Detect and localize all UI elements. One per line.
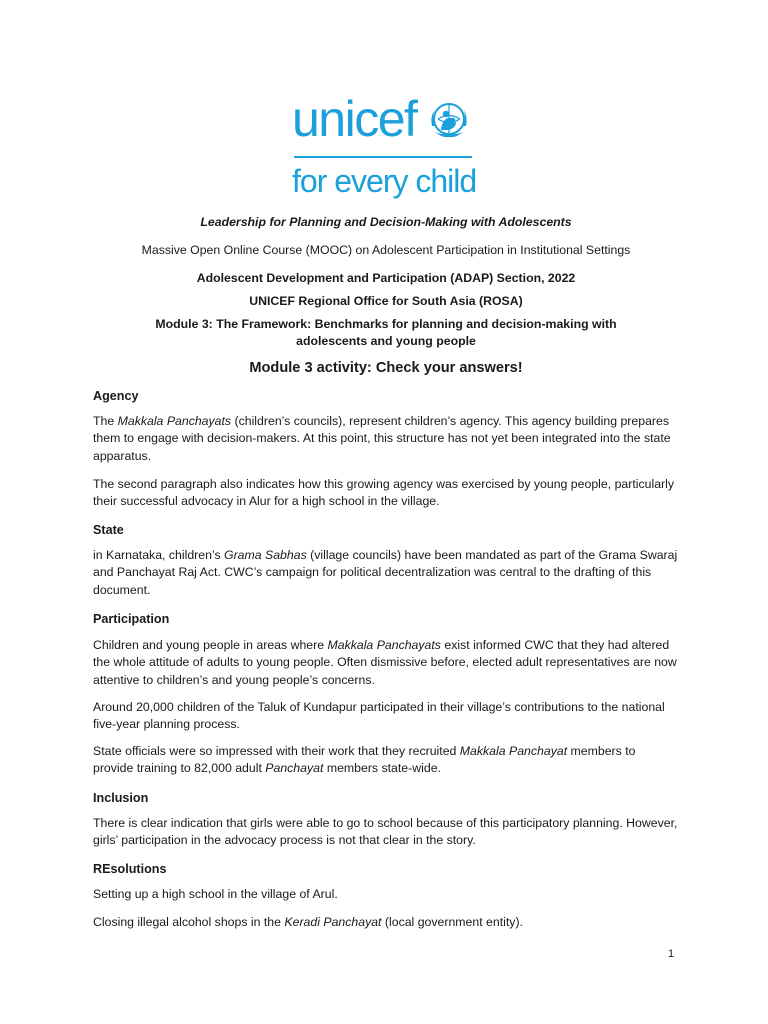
participation-paragraph-2: Around 20,000 children of the Taluk of Kundapur participated in their village’s contributions to the national five-year planning process. xyxy=(93,700,665,732)
activity-title: Module 3 activity: Check your answers! xyxy=(249,360,523,376)
state-paragraph-1 xyxy=(93,547,678,599)
emphasis-run: Makkala Panchayat xyxy=(459,744,568,758)
emphasis-run: Keradi Panchayat xyxy=(284,915,382,929)
text-run: The xyxy=(93,414,118,428)
logo-tagline: for every child xyxy=(292,163,477,199)
logo-wordmark: unicef xyxy=(292,91,417,147)
text-run: exist informed CWC that they had altered the whole attitude of adults to young people. Often dismissive before, elected adult representatives are now attentive to children’s and young people’s concerns. xyxy=(93,638,677,687)
participation-paragraph-3 xyxy=(93,743,678,778)
participation-paragraph-1 xyxy=(93,637,678,689)
agency-paragraph-2: The second paragraph also indicates how this growing agency was exercised by young people, particularly their successful advocacy in Alur for a high school in the village. xyxy=(93,477,675,509)
text-run: (village councils) have been mandated as part of the Grama Swaraj and Panchayat Raj Act. CWC’s campaign for political decentralization was central to the drafting of this document. xyxy=(93,548,678,597)
resolutions-paragraph-1: Setting up a high school in the village of Arul. xyxy=(93,887,338,901)
heading-participation: Participation xyxy=(93,612,170,626)
text-run: members to provide training to 82,000 adult xyxy=(93,744,636,776)
module-title-line2: adolescents and young people xyxy=(296,334,476,348)
text-run: Closing illegal alcohol shops in the xyxy=(93,915,285,929)
module-title xyxy=(92,316,680,350)
logo-divider xyxy=(294,156,472,158)
text-run: (children’s councils), represent children’s agency. This agency building prepares them to engage with decision-makers. At this point, this structure has not yet been integrated into the state apparatus. xyxy=(93,414,671,463)
text-run: in Karnataka, children’s xyxy=(93,548,225,562)
text-run: Children and young people in areas where xyxy=(93,638,328,652)
section-name: Adolescent Development and Participation (ADAP) Section, 2022 xyxy=(196,271,576,285)
heading-inclusion: Inclusion xyxy=(93,791,149,805)
document-title: Leadership for Planning and Decision-Making with Adolescents xyxy=(200,215,572,229)
heading-agency: Agency xyxy=(93,389,139,403)
heading-state: State xyxy=(93,523,124,537)
unicef-logo xyxy=(292,91,477,206)
text-run: (local government entity). xyxy=(381,915,523,929)
unicef-emblem-icon xyxy=(426,96,472,142)
text-run: members state-wide. xyxy=(323,761,441,776)
heading-resolutions: REsolutions xyxy=(93,862,167,876)
module-title-line1: Module 3: The Framework: Benchmarks for planning and decision-making with xyxy=(155,317,617,331)
course-name: Massive Open Online Course (MOOC) on Adolescent Participation in Institutional Settings xyxy=(141,243,631,257)
agency-paragraph-1 xyxy=(93,413,678,465)
emphasis-run: Makkala Panchayats xyxy=(117,414,232,428)
office-name: UNICEF Regional Office for South Asia (ROSA) xyxy=(249,294,523,308)
emphasis-run: Makkala Panchayats xyxy=(327,638,441,652)
emphasis-run: Panchayat xyxy=(265,761,324,776)
inclusion-paragraph-1: There is clear indication that girls were able to go to school because of this participatory planning. However, girls’ participation in the advocacy process is not that clear in the story. xyxy=(93,816,678,848)
emphasis-run: Grama Sabhas xyxy=(224,548,307,562)
page-number: 1 xyxy=(668,948,675,960)
text-run: State officials were so impressed with their work that they recruited xyxy=(93,744,460,758)
resolutions-paragraph-2 xyxy=(93,914,678,931)
